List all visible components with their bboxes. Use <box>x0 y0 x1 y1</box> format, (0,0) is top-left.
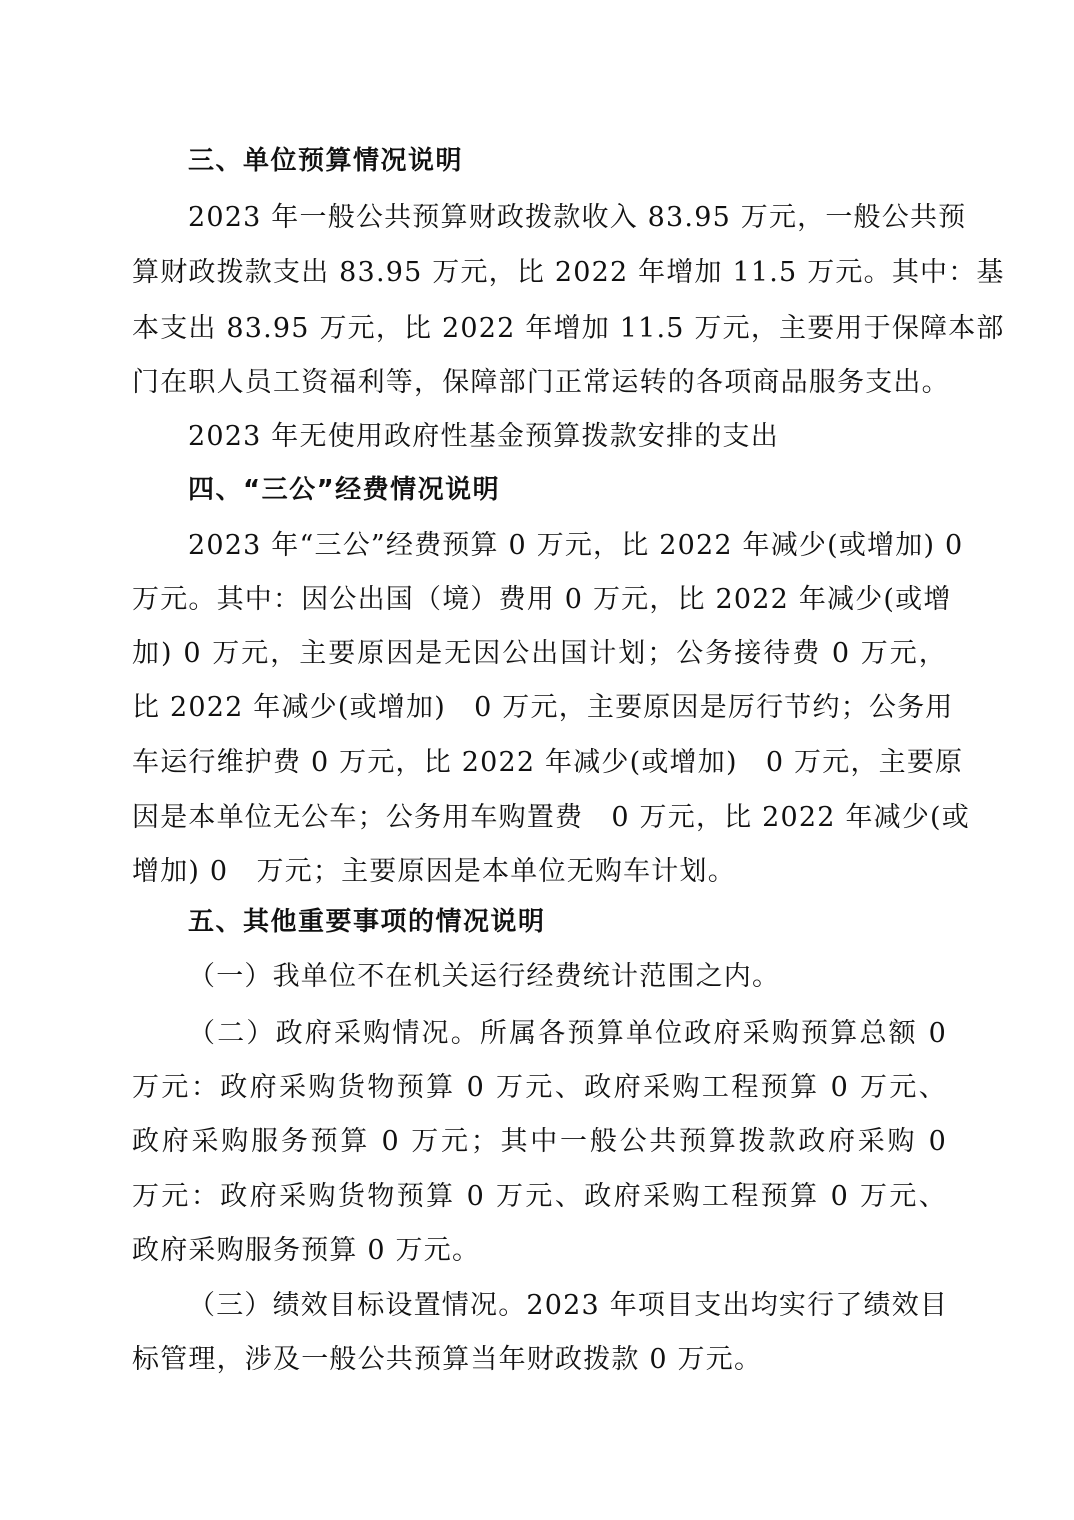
paragraph-line: 万元。其中：因公出国（境）费用 0 万元，比 2022 年减少(或增 <box>132 584 952 615</box>
paragraph-line: 因是本单位无公车；公务用车购置费 0 万元，比 2022 年减少(或 <box>132 802 970 833</box>
paragraph-line: 政府采购服务预算 0 万元；其中一般公共预算拨款政府采购 0 <box>132 1126 947 1157</box>
paragraph-line: 增加) 0 万元；主要原因是本单位无购车计划。 <box>132 856 736 887</box>
paragraph-line: 加) 0 万元，主要原因是无因公出国计划；公务接待费 0 万元， <box>132 638 947 669</box>
paragraph-line: 本支出 83.95 万元，比 2022 年增加 11.5 万元，主要用于保障本部 <box>132 313 1005 344</box>
paragraph-line: 2023 年一般公共预算财政拨款收入 83.95 万元，一般公共预 <box>188 202 967 233</box>
paragraph-line: 2023 年“三公”经费预算 0 万元，比 2022 年减少(或增加) 0 <box>188 530 964 561</box>
paragraph-line: （三）绩效目标设置情况。2023 年项目支出均实行了绩效目 <box>188 1290 949 1321</box>
paragraph-line: （二）政府采购情况。所属各预算单位政府采购预算总额 0 <box>188 1018 947 1049</box>
paragraph-line: 万元：政府采购货物预算 0 万元、政府采购工程预算 0 万元、 <box>132 1072 947 1103</box>
paragraph-line: 标管理，涉及一般公共预算当年财政拨款 0 万元。 <box>132 1344 763 1375</box>
section-heading-3: 三、单位预算情况说明 <box>188 146 464 176</box>
section-heading-4: 四、“三公”经费情况说明 <box>188 475 501 505</box>
section-heading-5: 五、其他重要事项的情况说明 <box>188 907 546 937</box>
paragraph-line: （一）我单位不在机关运行经费统计范围之内。 <box>188 961 781 992</box>
paragraph-line: 万元：政府采购货物预算 0 万元、政府采购工程预算 0 万元、 <box>132 1181 947 1212</box>
paragraph-line: 算财政拨款支出 83.95 万元，比 2022 年增加 11.5 万元。其中：基 <box>132 257 1005 288</box>
paragraph-line: 车运行维护费 0 万元，比 2022 年减少(或增加) 0 万元，主要原 <box>132 747 964 778</box>
paragraph-line: 2023 年无使用政府性基金预算拨款安排的支出 <box>188 421 779 452</box>
paragraph-line: 比 2022 年减少(或增加) 0 万元，主要原因是厉行节约；公务用 <box>132 692 954 723</box>
paragraph-line: 门在职人员工资福利等，保障部门正常运转的各项商品服务支出。 <box>132 367 950 398</box>
paragraph-line: 政府采购服务预算 0 万元。 <box>132 1235 481 1266</box>
